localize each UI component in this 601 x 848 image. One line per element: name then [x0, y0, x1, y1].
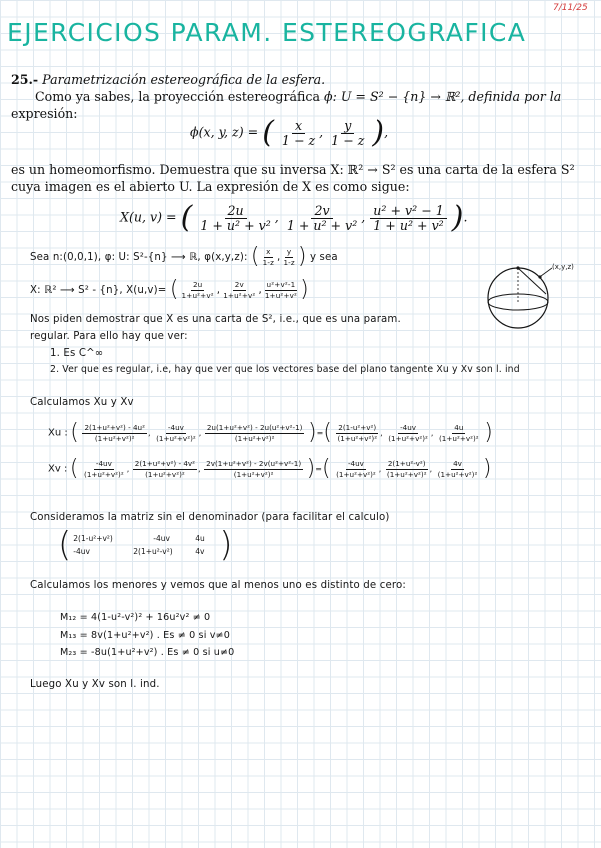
problem-number: 25.- — [11, 72, 39, 87]
minor-23: M₂₃ = -8u(1+u²+v²) . Es ≠ 0 si u≠0 — [60, 647, 235, 658]
note-line-1: Sea n:(0,0,1), φ: U: S²-{n} ⟶ ℝ, φ(x,y,z): ( $\frac{x}{1-z}$ , $\frac{y}{1-z}$ ) y sea — [30, 244, 338, 269]
note-consider: Consideramos la matriz sin el denominador (para facilitar el calculo) — [30, 512, 390, 523]
sphere-point-label: (x,y,z) — [552, 263, 574, 271]
page-title: EJERCICIOS PARAM. ESTEREOGRAFICA — [7, 18, 527, 47]
note-item-1: 1. Es C^∞ — [50, 348, 104, 359]
x-lhs: X(u, v) = — [120, 209, 177, 225]
body-line-2: cuya imagen es el abierto U. La expresión de X es como sigue: — [11, 179, 410, 194]
note-calc: Calculamos Xu y Xv — [30, 397, 134, 408]
note-line-3: Nos piden demostrar que X es una carta de S², i.e., que es una param. — [30, 314, 401, 325]
intro-math: ϕ: U = S² − {n} → ℝ², definida por la — [323, 89, 562, 104]
phi-frac-1: $\frac{x}{1 - z}$ — [281, 117, 316, 148]
x-frac-1: $\frac{2u}{\text{1 + u² + v²}}$ — [200, 202, 271, 233]
phi-formula: ϕ(x, y, z) = ( $\frac{x}{1 - z}$ , $\frac{y}{1 - z}$ ), — [190, 115, 389, 150]
xu-derivative: Xu : ( $\frac{\text{2(1+u²+v²) - 4u²}}{\text{(1+u²+v²)²}}$ , $\frac{-4uv}{\text{(1+u²+v²)²}}$ , $\frac{\text{2u(1+u²+v²) - 2u(u²+v²-1)}}{\text{(1+u²+v²)²}}$ )=( $\frac{\text{2(1-u²+v²)}}{\text{(1+u²+v²)²}}$ , $\frac{-4uv}{\text{(1+u²+v²)²}}$ , $\frac{4u}{\text{(1+u²+v²)²}}$ ) — [48, 420, 493, 445]
date-stamp: 7/11/25 — [553, 3, 588, 13]
matrix-cell: 2(1-u²+v²) — [73, 534, 113, 543]
matrix: ( 2(1-u²+v²) -4uv 4u -4uv 2(1+u²-v²) 4v ) — [58, 525, 233, 565]
note-conclusion: Luego Xu y Xv son l. ind. — [30, 679, 160, 690]
xv-derivative: Xv : ( $\frac{-4uv}{\text{(1+u²+v²)²}}$ , $\frac{\text{2(1+u²+v²) - 4v²}}{\text{(1+u²+v²)²}}$ , $\frac{\text{2v(1+u²+v²) - 2v(u²+v²-1)}}{\text{(1+u²+v²)²}}$ )=( $\frac{-4uv}{\text{(1+u²+v²)²}}$ , $\frac{\text{2(1+u²-v²)}}{\text{(1+u²+v²)²}}$ , $\frac{4v}{\text{(1+u²+v²)²}}$ ) — [48, 456, 492, 481]
note-line-2: X: ℝ² ⟶ S² - {n}, X(u,v)= ( $\frac{2u}{\text{1+u²+v²}}$ , $\frac{2v}{\text{1+u²+v²}}$ , $\frac{\text{u²+v²-1}}{\text{1+u²+v²}}$ ) — [30, 277, 309, 302]
matrix-cell: 4u — [195, 534, 205, 543]
minor-12: M₁₂ = 4(1-u²-v²)² + 16u²v² ≠ 0 — [60, 612, 211, 623]
problem-body — [11, 161, 596, 195]
body-line-1: es un homeomorfismo. Demuestra que su inversa X: ℝ² → S² es una carta de la esfera S² — [11, 162, 575, 177]
matrix-cell: -4uv — [153, 534, 170, 543]
minor-13: M₁₃ = 8v(1+u²+v²) . Es ≠ 0 si v≠0 — [60, 630, 230, 641]
intro-text-2: expresión: — [11, 106, 78, 121]
x-frac-3: $\frac{\text{u² + v² − 1}}{\text{1 + u² + v²}}$ — [370, 204, 446, 233]
intro-text: Como ya sabes, la proyección estereográfica — [35, 89, 320, 104]
matrix-cell: -4uv — [73, 547, 90, 556]
matrix-cell: 4v — [195, 547, 205, 556]
phi-lhs: ϕ(x, y, z) = — [190, 124, 259, 140]
x-formula: X(u, v) = ( $\frac{2u}{\text{1 + u² + v²}}$ , $\frac{2v}{\text{1 + u² + v²}}$ , $\frac{\text{u² + v² − 1}}{\text{1 + u² + v²}}$ ). — [120, 200, 468, 235]
note-menores: Calculamos los menores y vemos que al menos uno es distinto de cero: — [30, 580, 406, 591]
sphere-sketch-icon — [484, 258, 596, 340]
note-line-4: regular. Para ello hay que ver: — [30, 331, 188, 342]
problem-statement — [11, 71, 596, 122]
note-item-2: 2. Ver que es regular, i.e, hay que ver que los vectores base del plano tangente Xu y Xv son l. ind — [50, 364, 520, 375]
x-frac-2: $\frac{2v}{\text{1 + u² + v²}}$ — [286, 202, 358, 233]
problem-heading: Parametrización estereográfica de la esfera. — [42, 72, 326, 87]
phi-frac-2: $\frac{y}{1 - z}$ — [331, 117, 365, 148]
matrix-cell: 2(1+u²-v²) — [133, 547, 173, 556]
